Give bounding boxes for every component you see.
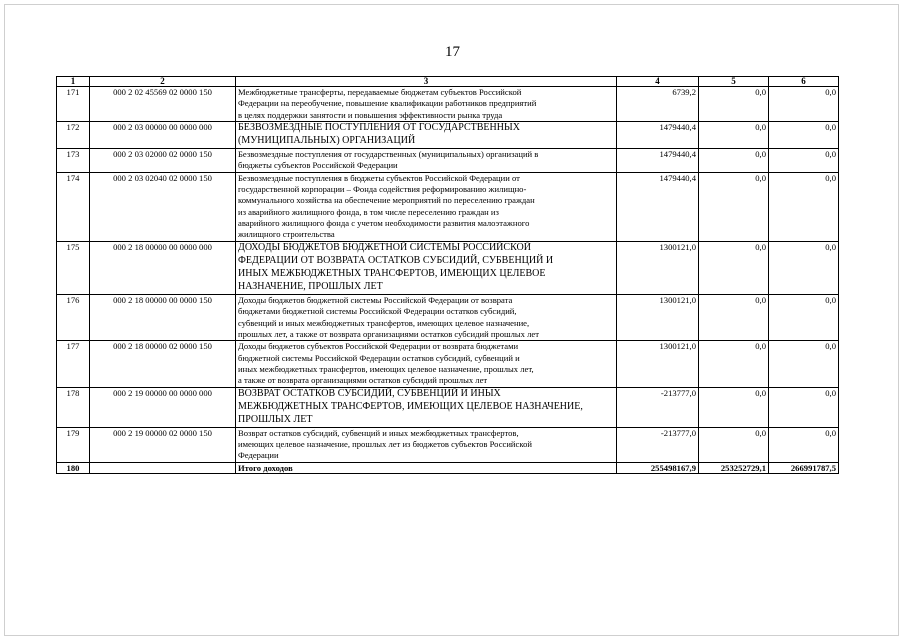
table-row [57, 121, 839, 148]
total-value-col-4: 255498167,9 [617, 462, 699, 473]
revenue-name [236, 341, 617, 387]
revenue-name-line: Доходы бюджетов бюджетной системы Российской Федерации от возврата [238, 295, 513, 305]
value-col-4: -213777,0 [617, 387, 699, 427]
revenue-name-line: Федерации [238, 450, 279, 461]
value-col-5: 0,0 [699, 295, 769, 341]
revenue-name-line: коммунального хозяйства на обеспечение мероприятий по переселению граждан [238, 195, 535, 206]
value-col-4: 1300121,0 [617, 241, 699, 294]
row-number: 176 [57, 295, 90, 341]
total-value-col-5: 253252729,1 [699, 462, 769, 473]
revenue-name-line: ПРОШЛЫХ ЛЕТ [238, 413, 313, 425]
header-col-5: 5 [699, 77, 769, 87]
budget-code: 000 2 18 00000 02 0000 150 [90, 341, 236, 387]
revenue-name-line: из аварийного жилищного фонда, в том числе переселению граждан из [238, 206, 499, 217]
revenue-name-line: ФЕДЕРАЦИИ ОТ ВОЗВРАТА ОСТАТКОВ СУБСИДИЙ, СУБВЕНЦИЙ И [238, 254, 554, 266]
revenue-name [236, 241, 617, 294]
budget-code: 000 2 19 00000 02 0000 150 [90, 427, 236, 462]
row-number: 171 [57, 87, 90, 122]
row-number: 175 [57, 241, 90, 294]
value-col-4: -213777,0 [617, 427, 699, 462]
table-body [57, 87, 839, 474]
revenue-name-line: НАЗНАЧЕНИЕ, ПРОШЛЫХ ЛЕТ [238, 280, 383, 292]
revenue-name-line: Безвозмездные поступления от государственных (муниципальных) организаций в [238, 149, 539, 160]
header-row [57, 77, 839, 87]
revenue-name [236, 149, 617, 173]
revenue-name-line: имеющих целевое назначение, прошлых лет из бюджетов субъектов Российской [238, 439, 532, 450]
value-col-5: 0,0 [699, 241, 769, 294]
header-col-4: 4 [617, 77, 699, 87]
total-value-col-6: 266991787,5 [769, 462, 839, 473]
row-number: 177 [57, 341, 90, 387]
table-row [57, 341, 839, 387]
total-budget-code [90, 462, 236, 473]
value-col-6: 0,0 [769, 172, 839, 241]
header-col-3: 3 [236, 77, 617, 87]
revenue-name-line: Межбюджетные трансферты, передаваемые бюджетам субъектов Российской [238, 87, 522, 97]
budget-code: 000 2 19 00000 00 0000 000 [90, 387, 236, 427]
value-col-6: 0,0 [769, 295, 839, 341]
table-row [57, 149, 839, 173]
row-number: 172 [57, 121, 90, 148]
value-col-5: 0,0 [699, 87, 769, 122]
table-row [57, 241, 839, 294]
header-col-6: 6 [769, 77, 839, 87]
total-row-number: 180 [57, 462, 90, 473]
budget-code: 000 2 18 00000 00 0000 000 [90, 241, 236, 294]
revenue-name-line: бюджетами бюджетной системы Российской Федерации остатков субсидий, [238, 306, 517, 317]
revenue-table [56, 76, 839, 474]
row-number: 173 [57, 149, 90, 173]
revenue-name-line: ВОЗВРАТ ОСТАТКОВ СУБСИДИЙ, СУБВЕНЦИЙ И ИНЫХ [238, 387, 501, 399]
revenue-name-line: (МУНИЦИПАЛЬНЫХ) ОРГАНИЗАЦИЙ [238, 135, 416, 147]
revenue-name-line: а также от возврата организациями остатков субсидий прошлых лет [238, 375, 488, 386]
revenue-name-line: Возврат остатков субсидий, субвенций и иных межбюджетных трансфертов, [238, 427, 519, 438]
header-col-1: 1 [57, 77, 90, 87]
value-col-4: 6739,2 [617, 87, 699, 122]
value-col-4: 1479440,4 [617, 149, 699, 173]
revenue-name [236, 387, 617, 427]
value-col-4: 1479440,4 [617, 172, 699, 241]
value-col-4: 1300121,0 [617, 295, 699, 341]
revenue-name [236, 121, 617, 148]
value-col-5: 0,0 [699, 172, 769, 241]
revenue-name-line: в целях поддержки занятости и повышения эффективности рынка труда [238, 109, 503, 120]
revenue-name-line: Федерации на переобучение, повышение квалификации работников предприятий [238, 98, 537, 109]
revenue-name-line: ИНЫХ МЕЖБЮДЖЕТНЫХ ТРАНСФЕРТОВ, ИМЕЮЩИХ ЦЕЛЕВОЕ [238, 267, 546, 279]
revenue-name-line: БЕЗВОЗМЕЗДНЫЕ ПОСТУПЛЕНИЯ ОТ ГОСУДАРСТВЕННЫХ [238, 121, 520, 133]
revenue-name [236, 87, 617, 122]
revenue-name-line: прошлых лет, а также от возврата организациями остатков субсидий прошлых лет [238, 328, 539, 339]
value-col-4: 1300121,0 [617, 341, 699, 387]
revenue-name-line: бюджеты субъектов Российской Федерации [238, 160, 398, 171]
revenue-name-line: Доходы бюджетов субъектов Российской Федерации от возврата бюджетами [238, 341, 519, 352]
table-header [57, 77, 839, 87]
value-col-5: 0,0 [699, 341, 769, 387]
table-row [57, 427, 839, 462]
row-number: 179 [57, 427, 90, 462]
revenue-name [236, 427, 617, 462]
revenue-name-line: аварийного жилищного фонда с учетом необходимости развития малоэтажного [238, 218, 530, 228]
revenue-name-line: государственной корпорации – Фонда содействия реформированию жилищно- [238, 184, 527, 195]
value-col-5: 0,0 [699, 149, 769, 173]
value-col-5: 0,0 [699, 427, 769, 462]
value-col-6: 0,0 [769, 87, 839, 122]
revenue-name-line: Безвозмездные поступления в бюджеты субъектов Российской Федерации от [238, 172, 520, 183]
row-number: 178 [57, 387, 90, 427]
budget-code: 000 2 03 02040 02 0000 150 [90, 172, 236, 241]
total-label: Итого доходов [236, 462, 617, 473]
revenue-name-line: МЕЖБЮДЖЕТНЫХ ТРАНСФЕРТОВ, ИМЕЮЩИХ ЦЕЛЕВОЕ НАЗНАЧЕНИЕ, [238, 400, 583, 412]
budget-code: 000 2 03 02000 02 0000 150 [90, 149, 236, 173]
budget-code: 000 2 18 00000 00 0000 150 [90, 295, 236, 341]
value-col-6: 0,0 [769, 149, 839, 173]
value-col-5: 0,0 [699, 387, 769, 427]
total-row [57, 462, 839, 473]
revenue-name [236, 295, 617, 341]
row-number: 174 [57, 172, 90, 241]
budget-code: 000 2 03 00000 00 0000 000 [90, 121, 236, 148]
value-col-6: 0,0 [769, 387, 839, 427]
revenue-name-line: ДОХОДЫ БЮДЖЕТОВ БЮДЖЕТНОЙ СИСТЕМЫ РОССИЙСКОЙ [238, 241, 531, 253]
table-row [57, 295, 839, 341]
page-number: 17 [445, 44, 460, 60]
revenue-name-line: субвенций и иных межбюджетных трансфертов, имеющих целевое назначение, [238, 317, 530, 328]
table-row [57, 387, 839, 427]
value-col-6: 0,0 [769, 121, 839, 148]
value-col-6: 0,0 [769, 341, 839, 387]
value-col-6: 0,0 [769, 427, 839, 462]
revenue-name-line: иных межбюджетных трансфертов, имеющих целевое назначение, прошлых лет, [238, 363, 534, 374]
revenue-name [236, 172, 617, 241]
header-col-2: 2 [90, 77, 236, 87]
value-col-4: 1479440,4 [617, 121, 699, 148]
revenue-name-line: бюджетной системы Российской Федерации остатков субсидий, субвенций и [238, 352, 520, 363]
revenue-name-line: жилищного строительства [238, 229, 335, 240]
value-col-6: 0,0 [769, 241, 839, 294]
value-col-5: 0,0 [699, 121, 769, 148]
budget-code: 000 2 02 45569 02 0000 150 [90, 87, 236, 122]
table-row [57, 87, 839, 122]
table-row [57, 172, 839, 241]
